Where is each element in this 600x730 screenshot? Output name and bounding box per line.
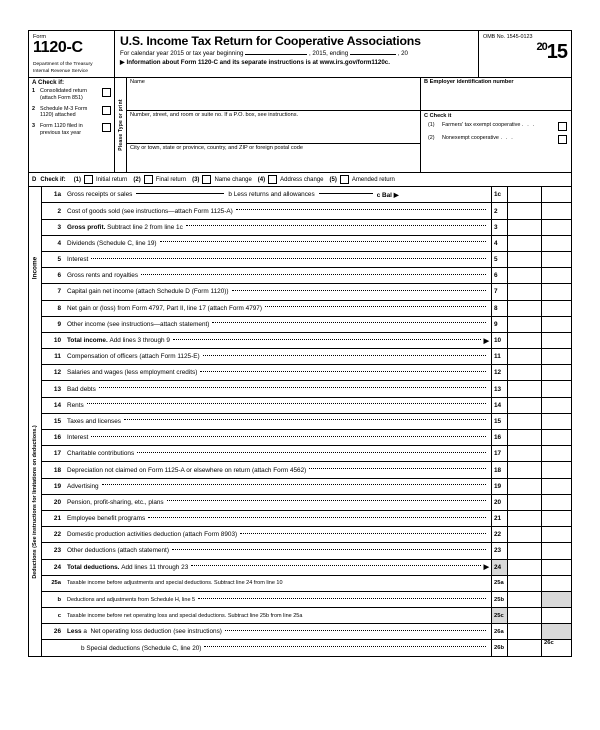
income-side-label <box>29 187 42 349</box>
tax-year-century: 20 <box>536 41 547 53</box>
deductions-side-label-text: Deductions (See instructions for limitations on deductions.) <box>32 425 38 580</box>
line-26a-number: 26 <box>53 628 61 636</box>
line-22-number: 22 <box>53 531 61 539</box>
line-4-cents[interactable] <box>541 236 571 251</box>
line-10-amount[interactable] <box>507 333 541 348</box>
form-header <box>29 31 571 77</box>
line-18-amount[interactable] <box>507 462 541 477</box>
section-a-letter: A <box>32 79 37 87</box>
section-d-option-5[interactable] <box>330 175 395 184</box>
line-7-cents[interactable] <box>541 284 571 299</box>
entity-address-block <box>127 78 421 172</box>
line-25c-box-number: 25c <box>491 608 507 623</box>
section-a-item-3[interactable] <box>29 122 114 137</box>
line-25a-amount[interactable] <box>507 576 541 591</box>
line-1c-number: 1c <box>491 187 507 202</box>
line-24-arrow-icon: ▶ <box>483 564 489 572</box>
section-d <box>29 172 571 187</box>
line-25c-row <box>42 608 571 624</box>
line-17-row <box>42 446 571 462</box>
line-11-label: Compensation of officers (attach Form 1125-E) <box>64 349 491 364</box>
line-17-box-number: 17 <box>491 446 507 461</box>
line-2-row <box>42 203 571 219</box>
section-d-option-3-checkbox[interactable] <box>202 175 211 184</box>
line-22-label: Domestic production activities deduction (attach Form 8903) <box>64 527 491 542</box>
section-b-letter: B <box>424 79 429 86</box>
line-3-amount[interactable] <box>507 220 541 235</box>
line-26b-amount[interactable] <box>507 640 541 655</box>
line-20-cents[interactable] <box>541 495 571 510</box>
section-d-option-3[interactable] <box>192 175 252 184</box>
section-c-item-2-checkbox[interactable] <box>558 135 567 144</box>
tax-year-begin-label: For calendar year 2015 or tax year beginning <box>120 50 244 57</box>
line-26a-amount[interactable] <box>507 624 541 639</box>
line-26b-label: b Special deductions (Schedule C, line 20) <box>64 640 491 655</box>
dept-line-2: Internal Revenue Service <box>33 68 88 74</box>
line-1c-amount[interactable] <box>507 187 541 202</box>
line-21-box-number: 21 <box>491 511 507 526</box>
line-25c-cents[interactable] <box>541 608 571 623</box>
line-23-amount[interactable] <box>507 543 541 558</box>
line-21-amount[interactable] <box>507 511 541 526</box>
city-field-row[interactable] <box>127 144 420 172</box>
section-b[interactable] <box>421 78 571 111</box>
info-link-line: ▶ Information about Form 1120-C and its separate instructions is at www.irs.gov/form1120c. <box>120 59 390 66</box>
tax-year-mid-label: , 2015, ending <box>308 50 349 57</box>
section-c-item-2-num: (2) <box>428 135 435 142</box>
line-7-row <box>42 284 571 300</box>
line-5-label: Interest <box>64 252 491 267</box>
line-19-row <box>42 479 571 495</box>
line-25a-cents[interactable] <box>541 576 571 591</box>
form-number: 1120-C <box>33 39 83 56</box>
line-16-amount[interactable] <box>507 430 541 445</box>
line-7-number: 7 <box>57 288 61 296</box>
line-10-cents[interactable] <box>541 333 571 348</box>
section-a-item-1-label: Consolidated return (attach Form 851) <box>40 88 88 101</box>
income-section <box>29 187 571 349</box>
line-6-label: Gross rents and royalties <box>64 268 491 283</box>
line-10-arrow-icon: ▶ <box>483 337 489 345</box>
line-26a-cents <box>541 624 571 639</box>
line-21-label: Employee benefit programs <box>64 511 491 526</box>
form-identity-block <box>29 31 115 77</box>
line-23-row <box>42 543 571 559</box>
line-24-cents[interactable] <box>541 560 571 575</box>
line-14-row <box>42 398 571 414</box>
section-d-option-5-num: (5) <box>329 176 337 183</box>
line-18-row <box>42 462 571 478</box>
entity-section <box>29 77 571 172</box>
section-d-option-1-num: (1) <box>73 176 82 183</box>
line-13-amount[interactable] <box>507 381 541 396</box>
line-14-amount[interactable] <box>507 398 541 413</box>
line-6-number: 6 <box>57 272 61 280</box>
section-d-option-3-num: (3) <box>192 176 200 183</box>
line-24-label: Total deductions. Add lines 11 through 23 ▶ <box>67 563 489 572</box>
line-12-number: 12 <box>53 369 61 377</box>
section-c-letter: C <box>424 113 429 120</box>
line-16-box-number: 16 <box>491 430 507 445</box>
section-a-item-2-label: Schedule M-3 Form 1120) attached <box>40 105 88 119</box>
line-16-row <box>42 430 571 446</box>
section-d-option-1-checkbox[interactable] <box>84 175 93 184</box>
line-10-number: 10 <box>53 337 61 344</box>
section-c-item-1[interactable] <box>421 120 571 131</box>
line-21-number: 21 <box>53 515 61 523</box>
line-25c-amount[interactable] <box>507 608 541 623</box>
deductions-side-label <box>29 349 42 656</box>
section-d-option-5-label: Amended return <box>351 176 395 183</box>
city-label: City or town, state or province, country, and ZIP or foreign postal code <box>130 145 303 152</box>
section-d-letter: D <box>32 176 37 183</box>
line-25c-number: c <box>57 612 61 619</box>
line-17-number: 17 <box>53 450 61 458</box>
line-25b-row <box>42 592 571 608</box>
line-26a-label: Less a Net operating loss deduction (see instructions) <box>64 624 491 639</box>
line-1a-row <box>42 187 571 203</box>
line-23-number: 23 <box>53 547 61 555</box>
line-4-box-number: 4 <box>491 236 507 251</box>
line-25b-box-number: 25b <box>491 592 507 607</box>
dept-line-1: Department of the Treasury <box>33 62 93 67</box>
section-d-option-2[interactable] <box>133 175 186 184</box>
line-4-row <box>42 236 571 252</box>
line-6-row <box>42 268 571 284</box>
line-2-label: Cost of goods sold (see instructions—attach Form 1125-A) <box>64 203 491 218</box>
section-b-title: Employer identification number <box>429 79 514 86</box>
section-a-item-3-checkbox[interactable] <box>102 123 111 132</box>
line-21-row <box>42 511 571 527</box>
form-sheet <box>28 30 572 657</box>
line-3-number: 3 <box>57 223 61 231</box>
section-d-option-2-num: (2) <box>133 176 141 183</box>
section-d-option-4-num: (4) <box>257 176 266 183</box>
line-3-cents[interactable] <box>541 220 571 235</box>
line-9-box-number: 9 <box>491 317 507 332</box>
deductions-section <box>29 349 571 656</box>
line-13-label: Bad debts <box>64 381 491 396</box>
line-5-number: 5 <box>57 256 61 264</box>
income-lines <box>42 187 571 349</box>
line-9-cents[interactable] <box>541 317 571 332</box>
tax-year-line <box>120 50 474 57</box>
line-12-amount[interactable] <box>507 365 541 380</box>
section-c-title: Check it <box>429 113 452 120</box>
line-26b-box-number: 26b <box>491 640 507 655</box>
section-a <box>29 78 115 172</box>
line-16-cents[interactable] <box>541 430 571 445</box>
line-1c-cents[interactable] <box>541 187 571 202</box>
line-23-label: Other deductions (attach statement) <box>64 543 491 558</box>
line-18-number: 18 <box>53 466 61 474</box>
line-17-amount[interactable] <box>507 446 541 461</box>
section-d-title: Check if: <box>40 176 66 183</box>
section-d-option-4[interactable] <box>258 175 324 184</box>
section-d-option-4-checkbox[interactable] <box>268 175 277 184</box>
line-22-box-number: 22 <box>491 527 507 542</box>
line-9-number: 9 <box>57 320 61 328</box>
line-22-row <box>42 527 571 543</box>
line-11-cents[interactable] <box>541 349 571 364</box>
form-title-block <box>115 31 479 77</box>
line-24-box-number: 24 <box>491 560 507 575</box>
line-4-number: 4 <box>57 239 61 247</box>
line-8-row <box>42 301 571 317</box>
section-c-item-2-label: Nonexempt cooperative . . . <box>442 135 514 142</box>
line-11-box-number: 11 <box>491 349 507 364</box>
line-26b-row <box>42 640 571 655</box>
section-c <box>421 111 571 172</box>
section-a-title: Check if: <box>37 79 65 87</box>
line-12-row <box>42 365 571 381</box>
line-26a-row <box>42 624 571 640</box>
line-13-row <box>42 381 571 397</box>
line-18-label: Depreciation not claimed on Form 1125-A or elsewhere on return (attach Form 4562) <box>64 462 491 477</box>
line-20-label: Pension, profit-sharing, etc., plans <box>64 495 491 510</box>
line-6-box-number: 6 <box>491 268 507 283</box>
line-5-cents[interactable] <box>541 252 571 267</box>
line-25a-number: 25a <box>51 580 61 587</box>
line-11-row <box>42 349 571 365</box>
line-4-amount[interactable] <box>507 236 541 251</box>
omb-number: OMB No. 1545-0123 <box>483 34 533 40</box>
line-10-label: Total income. Add lines 3 through 9 ▶ <box>67 337 489 345</box>
line-4-label: Dividends (Schedule C, line 19) <box>64 236 491 251</box>
line-11-number: 11 <box>54 353 61 361</box>
line-16-label: Interest <box>64 430 491 445</box>
section-d-option-2-checkbox[interactable] <box>144 175 153 184</box>
line-25c-label: Taxable income before net operating loss and special deductions. Subtract line 25b from line 25a <box>67 612 303 619</box>
income-side-label-text: Income <box>31 256 39 280</box>
line-7-label: Capital gain net income (attach Schedule D (Form 1120)) <box>64 284 491 299</box>
section-d-option-1[interactable] <box>74 175 128 184</box>
name-field-row[interactable] <box>127 78 420 111</box>
line-11-amount[interactable] <box>507 349 541 364</box>
line-1a-input[interactable] <box>136 193 224 194</box>
line-1a-number: 1a <box>53 191 61 199</box>
line-19-number: 19 <box>53 482 61 490</box>
line-25b-label: Deductions and adjustments from Schedule H, line 5 <box>64 592 491 607</box>
line-20-number: 20 <box>53 498 61 506</box>
section-a-item-3-label: Form 1120 filed in previous tax year <box>40 123 83 136</box>
line-2-box-number: 2 <box>491 203 507 218</box>
line-6-cents[interactable] <box>541 268 571 283</box>
line-26a-box-number: 26a <box>491 624 507 639</box>
line-8-number: 8 <box>57 304 61 312</box>
line-8-box-number: 8 <box>491 301 507 316</box>
tax-year-begin-field[interactable] <box>245 54 307 55</box>
line-19-amount[interactable] <box>507 479 541 494</box>
line-2-number: 2 <box>57 207 61 215</box>
line-24-amount[interactable] <box>507 560 541 575</box>
line-17-label: Charitable contributions <box>64 446 491 461</box>
line-26c-label: 26c <box>544 640 554 647</box>
line-1a-label: Gross receipts or sales b Less returns and allowances c Bal ▶ <box>67 191 399 199</box>
line-3-box-number: 3 <box>491 220 507 235</box>
line-7-amount[interactable] <box>507 284 541 299</box>
line-23-box-number: 23 <box>491 543 507 558</box>
line-20-amount[interactable] <box>507 495 541 510</box>
section-d-option-5-checkbox[interactable] <box>340 175 349 184</box>
line-18-cents[interactable] <box>541 462 571 477</box>
line-2-amount[interactable] <box>507 203 541 218</box>
line-15-amount[interactable] <box>507 414 541 429</box>
line-25b-number: b <box>57 596 61 603</box>
line-5-amount[interactable] <box>507 252 541 267</box>
section-a-item-2-num: 2 <box>32 105 35 112</box>
section-a-item-2[interactable] <box>29 105 114 120</box>
line-20-row <box>42 495 571 511</box>
section-d-option-2-label: Final return <box>155 176 187 183</box>
line-25a-row <box>42 576 571 592</box>
tax-year-display <box>483 42 567 62</box>
line-18-box-number: 18 <box>491 462 507 477</box>
line-13-cents[interactable] <box>541 381 571 396</box>
section-c-item-1-num: (1) <box>428 122 435 129</box>
line-8-amount[interactable] <box>507 301 541 316</box>
type-or-print-text: Please Type or print <box>117 99 124 151</box>
line-10-box-number: 10 <box>491 333 507 348</box>
line-23-cents[interactable] <box>541 543 571 558</box>
line-15-cents[interactable] <box>541 414 571 429</box>
line-12-box-number: 12 <box>491 365 507 380</box>
line-12-cents[interactable] <box>541 365 571 380</box>
line-8-label: Net gain or (loss) from Form 4797, Part II, line 17 (attach Form 4797) <box>64 301 491 316</box>
section-a-item-1[interactable] <box>29 87 114 102</box>
line-14-box-number: 14 <box>491 398 507 413</box>
line-19-box-number: 19 <box>491 479 507 494</box>
section-a-item-1-checkbox[interactable] <box>102 88 111 97</box>
section-d-option-4-label: Address change <box>280 176 324 183</box>
form-word: Form <box>33 34 47 40</box>
line-10-row <box>42 333 571 349</box>
section-d-option-3-label: Name change <box>214 176 252 183</box>
line-24-number: 24 <box>53 563 61 571</box>
line-8-cents[interactable] <box>541 301 571 316</box>
section-a-item-2-checkbox[interactable] <box>102 106 111 115</box>
line-15-label: Taxes and licenses <box>64 414 491 429</box>
line-9-row <box>42 317 571 333</box>
section-c-item-2[interactable] <box>421 131 571 144</box>
section-d-option-1-label: Initial return <box>96 176 128 183</box>
line-26b-number <box>42 640 64 655</box>
line-15-box-number: 15 <box>491 414 507 429</box>
page-title: U.S. Income Tax Return for Cooperative Associations <box>120 34 421 48</box>
street-field-row[interactable] <box>127 111 420 144</box>
line-25b-cents <box>541 592 571 607</box>
line-20-box-number: 20 <box>491 495 507 510</box>
line-12-label: Salaries and wages (less employment credits) <box>64 365 491 380</box>
type-or-print-label <box>115 78 127 172</box>
section-a-item-1-num: 1 <box>32 88 35 95</box>
line-5-row <box>42 252 571 268</box>
line-25a-label: Taxable income before adjustments and special deductions. Subtract line 24 from line 10 <box>67 580 283 587</box>
line-2-cents[interactable] <box>541 203 571 218</box>
tax-year-end-label: , 20 <box>397 50 408 57</box>
street-label: Number, street, and room or suite no. If a P.O. box, see instructions. <box>130 112 299 119</box>
line-16-number: 16 <box>53 434 61 442</box>
line-13-box-number: 13 <box>491 381 507 396</box>
tax-year-value: 15 <box>546 41 567 63</box>
line-13-number: 13 <box>53 385 61 393</box>
line-1b-input[interactable] <box>319 193 373 194</box>
section-c-item-1-checkbox[interactable] <box>558 122 567 131</box>
line-19-cents[interactable] <box>541 479 571 494</box>
line-3-row <box>42 220 571 236</box>
line-3-label: Gross profit. Subtract line 2 from line 1c <box>64 220 491 235</box>
line-24-row <box>42 560 571 576</box>
section-b-c <box>421 78 571 172</box>
section-a-item-3-num: 3 <box>32 123 35 130</box>
name-label: Name <box>130 79 145 86</box>
line-5-box-number: 5 <box>491 252 507 267</box>
line-22-cents[interactable] <box>541 527 571 542</box>
line-9-label: Other income (see instructions—attach statement) <box>64 317 491 332</box>
line-26c-box <box>541 640 571 655</box>
tax-year-end-field[interactable] <box>350 54 396 55</box>
line-7-box-number: 7 <box>491 284 507 299</box>
line-14-label: Rents <box>64 398 491 413</box>
line-15-row <box>42 414 571 430</box>
line-25a-box-number: 25a <box>491 576 507 591</box>
omb-block <box>479 31 571 77</box>
line-14-cents[interactable] <box>541 398 571 413</box>
section-c-item-1-label: Farmers' tax exempt cooperative . . . <box>442 122 536 129</box>
line-22-amount[interactable] <box>507 527 541 542</box>
line-19-label: Advertising <box>64 479 491 494</box>
line-25b-amount[interactable] <box>507 592 541 607</box>
line-14-number: 14 <box>53 401 61 409</box>
line-9-amount[interactable] <box>507 317 541 332</box>
line-6-amount[interactable] <box>507 268 541 283</box>
line-15-number: 15 <box>53 417 61 425</box>
line-21-cents[interactable] <box>541 511 571 526</box>
deductions-lines <box>42 349 571 656</box>
line-17-cents[interactable] <box>541 446 571 461</box>
